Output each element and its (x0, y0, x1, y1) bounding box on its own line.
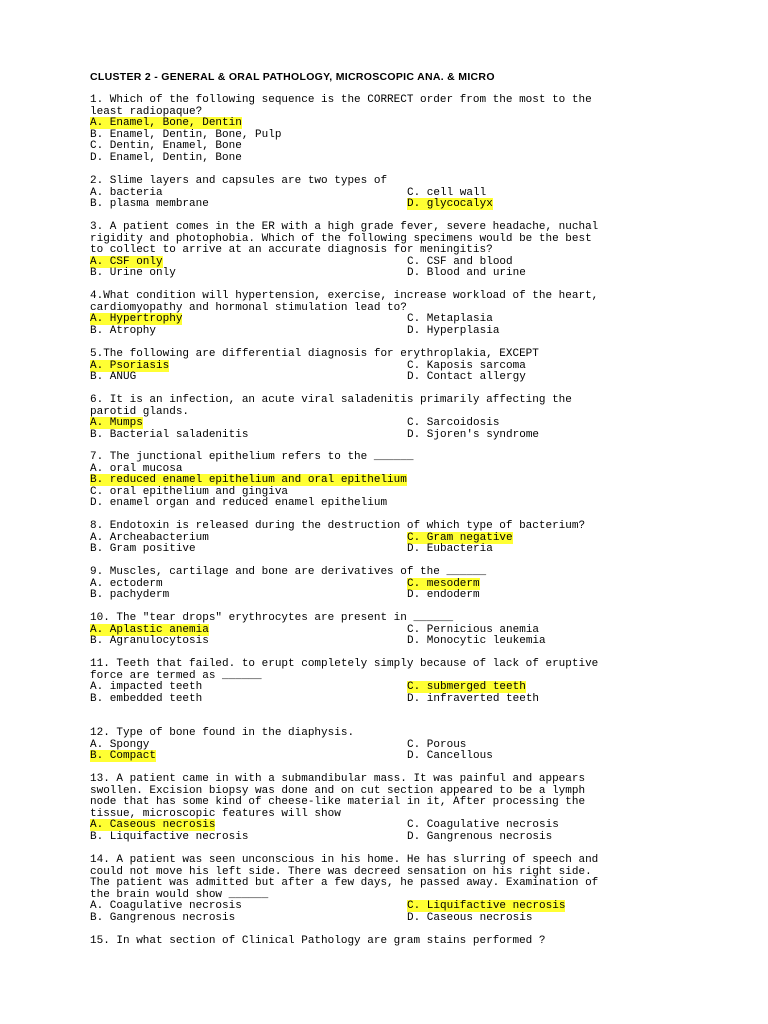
option: C. Kaposis sarcoma (407, 359, 526, 372)
option: B. Urine only (90, 267, 176, 279)
option: C. Coagulative necrosis (407, 819, 559, 831)
option: D. Enamel, Dentin, Bone (90, 151, 242, 164)
option-answer-highlighted: C. Gram negative (407, 531, 513, 544)
option-answer-highlighted: A. Aplastic anemia (90, 623, 209, 636)
question-stem: 1. Which of the following sequence is the CORRECT order from the most to the (90, 94, 592, 106)
question-stem: 9. Muscles, cartilage and bone are derivatives of the ______ (90, 566, 487, 578)
option: D. endoderm (407, 589, 480, 601)
question-stem: 10. The "tear drops" erythrocytes are present in ______ (90, 612, 454, 624)
option: C. cell wall (407, 186, 487, 199)
option: C. Dentin, Enamel, Bone (90, 140, 242, 152)
option: B. pachyderm (90, 589, 170, 601)
option: D. Sjoren's syndrome (407, 428, 540, 441)
question-stem: 12. Type of bone found in the diaphysis. (90, 727, 355, 739)
question-1 (90, 95, 690, 164)
option: C. Porous (407, 738, 467, 751)
option-answer-highlighted: A. Caseous necrosis (90, 819, 216, 831)
option-answer-highlighted: C. submerged teeth (407, 681, 526, 693)
option-answer-highlighted: A. Enamel, Bone, Dentin (90, 117, 242, 129)
option: B. Gram positive (90, 543, 196, 555)
option-answer-highlighted: A. Hypertrophy (90, 313, 183, 325)
option: B. Liquifactive necrosis (90, 830, 249, 843)
question-stem: 6. It is an infection, an acute viral saladenitis primarily affecting the (90, 394, 572, 406)
question-4 (90, 291, 690, 337)
option: D. Hyperplasia (407, 324, 500, 337)
option-answer-highlighted: C. mesoderm (407, 577, 480, 590)
option: C. CSF and blood (407, 255, 513, 268)
question-10 (90, 613, 690, 648)
option: D. Eubacteria (407, 543, 493, 555)
question-12 (90, 728, 690, 763)
option: C. oral epithelium and gingiva (90, 485, 289, 498)
option: C. Pernicious anemia (407, 623, 540, 636)
question-stem: 5.The following are differential diagnosis for erythroplakia, EXCEPT (90, 348, 539, 360)
question-stem: rigidity and photophobia. Which of the following specimens would be the best (90, 232, 592, 245)
option: D. Caseous necrosis (407, 911, 533, 924)
question-15 (90, 936, 690, 948)
option-answer-highlighted: A. CSF only (90, 255, 163, 268)
question-9 (90, 567, 690, 602)
option: C. Sarcoidosis (407, 417, 500, 429)
option: C. Metaplasia (407, 313, 493, 325)
question-stem: could not move his left side. There was decreed sensation on his right side. (90, 865, 592, 878)
question-stem: least radiopaque? (90, 105, 203, 118)
question-5 (90, 349, 690, 384)
question-stem: to collect to arrive at an accurate diagnosis for meningitis? (90, 244, 493, 256)
question-stem: parotid glands. (90, 405, 190, 418)
option-answer-highlighted: A. Mumps (90, 417, 143, 429)
option: A. impacted teeth (90, 681, 203, 693)
option: A. bacteria (90, 186, 163, 199)
question-13 (90, 774, 690, 843)
question-stem: node that has some kind of cheese-like material in it, After processing the (90, 796, 586, 808)
question-stem: 14. A patient was seen unconscious in his home. He has slurring of speech and (90, 854, 599, 866)
question-stem: 11. Teeth that failed. to erupt completely simply because of lack of eruptive (90, 658, 599, 670)
option: B. plasma membrane (90, 198, 209, 210)
question-stem: swollen. Excision biopsy was done and on cut section appeared to be a lymph (90, 784, 586, 797)
question-14 (90, 855, 690, 924)
question-11 (90, 659, 690, 705)
option: A. Archeabacterium (90, 531, 209, 544)
question-stem: 4.What condition will hypertension, exercise, increase workload of the heart, (90, 290, 599, 302)
option: B. Bacterial saladenitis (90, 428, 249, 441)
option: B. Gangrenous necrosis (90, 911, 236, 924)
option: A. ectoderm (90, 577, 163, 590)
question-stem: 2. Slime layers and capsules are two types of (90, 175, 388, 187)
question-stem: The patient was admitted but after a few days, he passed away. Examination of (90, 877, 599, 889)
question-stem: the brain would show ______ (90, 888, 269, 901)
option: A. Spongy (90, 738, 150, 751)
question-stem: 8. Endotoxin is released during the destruction of which type of bacterium? (90, 520, 586, 532)
option-answer-highlighted: B. Compact (90, 750, 157, 762)
option: D. Contact allergy (407, 371, 526, 383)
question-stem: 7. The junctional epithelium refers to the ______ (90, 451, 414, 463)
option: D. Gangrenous necrosis (407, 830, 553, 843)
question-stem: 3. A patient comes in the ER with a high grade fever, severe headache, nuchal (90, 221, 599, 233)
question-6 (90, 395, 690, 441)
option: B. embedded teeth (90, 692, 203, 705)
option: B. ANUG (90, 371, 137, 383)
option: D. infraverted teeth (407, 692, 540, 705)
option: D. Cancellous (407, 750, 493, 762)
question-stem: 15. In what section of Clinical Pathology are gram stains performed ? (90, 935, 546, 947)
option: B. Enamel, Dentin, Bone, Pulp (90, 128, 282, 141)
option: B. Atrophy (90, 324, 157, 337)
option: A. oral mucosa (90, 462, 183, 475)
option-answer-highlighted: C. Liquifactive necrosis (407, 900, 566, 912)
question-7 (90, 452, 690, 510)
question-3 (90, 222, 690, 280)
question-2 (90, 176, 690, 211)
question-stem: cardiomyopathy and hormonal stimulation lead to? (90, 301, 407, 314)
option: D. enamel organ and reduced enamel epithelium (90, 497, 388, 509)
option: D. Blood and urine (407, 267, 526, 279)
option-answer-highlighted: D. glycocalyx (407, 198, 493, 210)
question-stem: force are termed as ______ (90, 669, 262, 682)
option: B. Agranulocytosis (90, 635, 209, 647)
question-stem: tissue, microscopic features will show (90, 807, 341, 820)
question-stem: 13. A patient came in with a submandibular mass. It was painful and appears (90, 773, 586, 785)
document-title: CLUSTER 2 - GENERAL & ORAL PATHOLOGY, MICROSCOPIC ANA. & MICRO (90, 71, 495, 83)
option-answer-highlighted: B. reduced enamel epithelium and oral epithelium (90, 474, 407, 486)
option-answer-highlighted: A. Psoriasis (90, 359, 170, 372)
option: D. Monocytic leukemia (407, 635, 546, 647)
question-8 (90, 521, 690, 556)
option: A. Coagulative necrosis (90, 900, 242, 912)
